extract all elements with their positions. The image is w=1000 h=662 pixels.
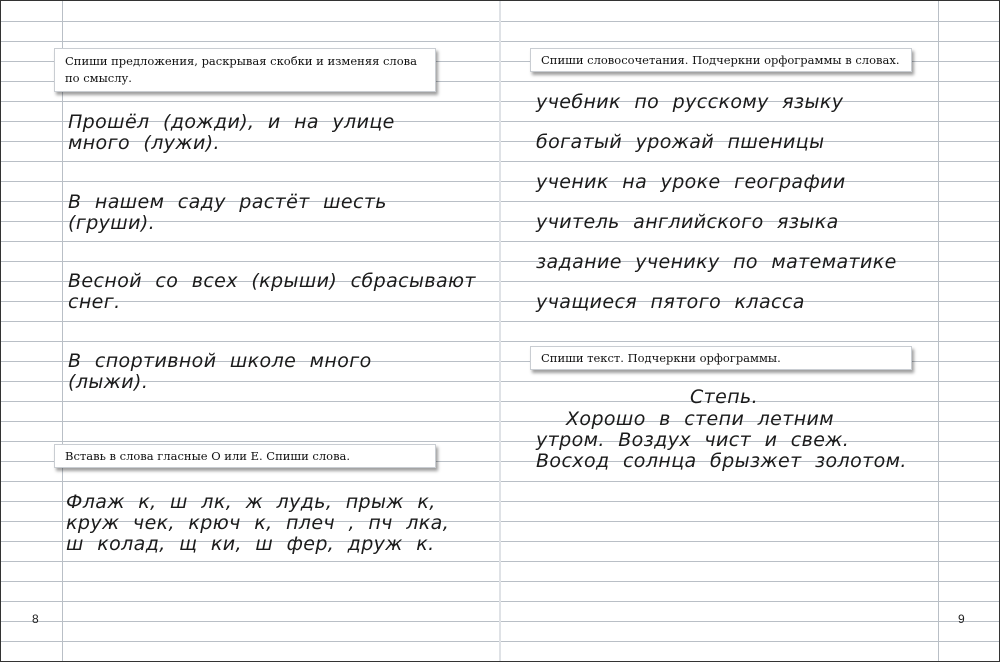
task3-line: задание ученику по математике xyxy=(536,251,897,273)
task1-instruction-line2: по смыслу. xyxy=(65,71,132,85)
task3-instruction-box xyxy=(530,48,912,72)
page-number-left: 8 xyxy=(32,612,39,626)
task1-line: снег. xyxy=(68,291,121,313)
task4-line: Восход солнца брызжет золотом. xyxy=(536,450,907,472)
task2-line: Флаж к, ш лк, ж лудь, прыж к, xyxy=(66,491,436,513)
book-spine xyxy=(499,0,501,662)
task1-line: (груши). xyxy=(68,212,156,234)
task3-instruction: Спиши словосочетания. Подчеркни орфограммы в словах. xyxy=(541,53,900,67)
task3-line: учитель английского языка xyxy=(536,211,839,233)
task2-line: круж чек, крюч к, плеч , пч лка, xyxy=(66,512,450,534)
task4-line: Хорошо в степи летним xyxy=(566,408,835,430)
task4-instruction: Спиши текст. Подчеркни орфограммы. xyxy=(541,351,781,365)
task1-line: В спортивной школе много xyxy=(68,350,372,372)
right-margin-line xyxy=(938,0,939,662)
task2-instruction-box xyxy=(54,444,436,468)
task2-line: ш колад, щ ки, ш фер, друж к. xyxy=(66,533,435,555)
task1-instruction-line1: Спиши предложения, раскрывая скобки и изменяя слова xyxy=(65,54,417,68)
left-margin-line xyxy=(62,0,63,662)
task3-line: ученик на уроке географии xyxy=(536,171,846,193)
task4-text-title: Степь. xyxy=(690,386,759,408)
task1-line: Весной со всех (крыши) сбрасывают xyxy=(68,270,476,292)
task1-line: много (лужи). xyxy=(68,132,220,154)
task1-line: (лыжи). xyxy=(68,371,149,393)
task1-line: Прошёл (дожди), и на улице xyxy=(68,111,395,133)
task3-line: учебник по русскому языку xyxy=(536,91,844,113)
task2-instruction: Вставь в слова гласные О или Е. Спиши слова. xyxy=(65,449,351,463)
task3-line: учащиеся пятого класса xyxy=(536,291,805,313)
task3-line: богатый урожай пшеницы xyxy=(536,131,825,153)
task4-line: утром. Воздух чист и свеж. xyxy=(536,429,850,451)
task1-instruction-box xyxy=(54,48,436,92)
task4-instruction-box xyxy=(530,346,912,370)
task1-line: В нашем саду растёт шесть xyxy=(68,191,387,213)
page-number-right: 9 xyxy=(958,612,965,626)
